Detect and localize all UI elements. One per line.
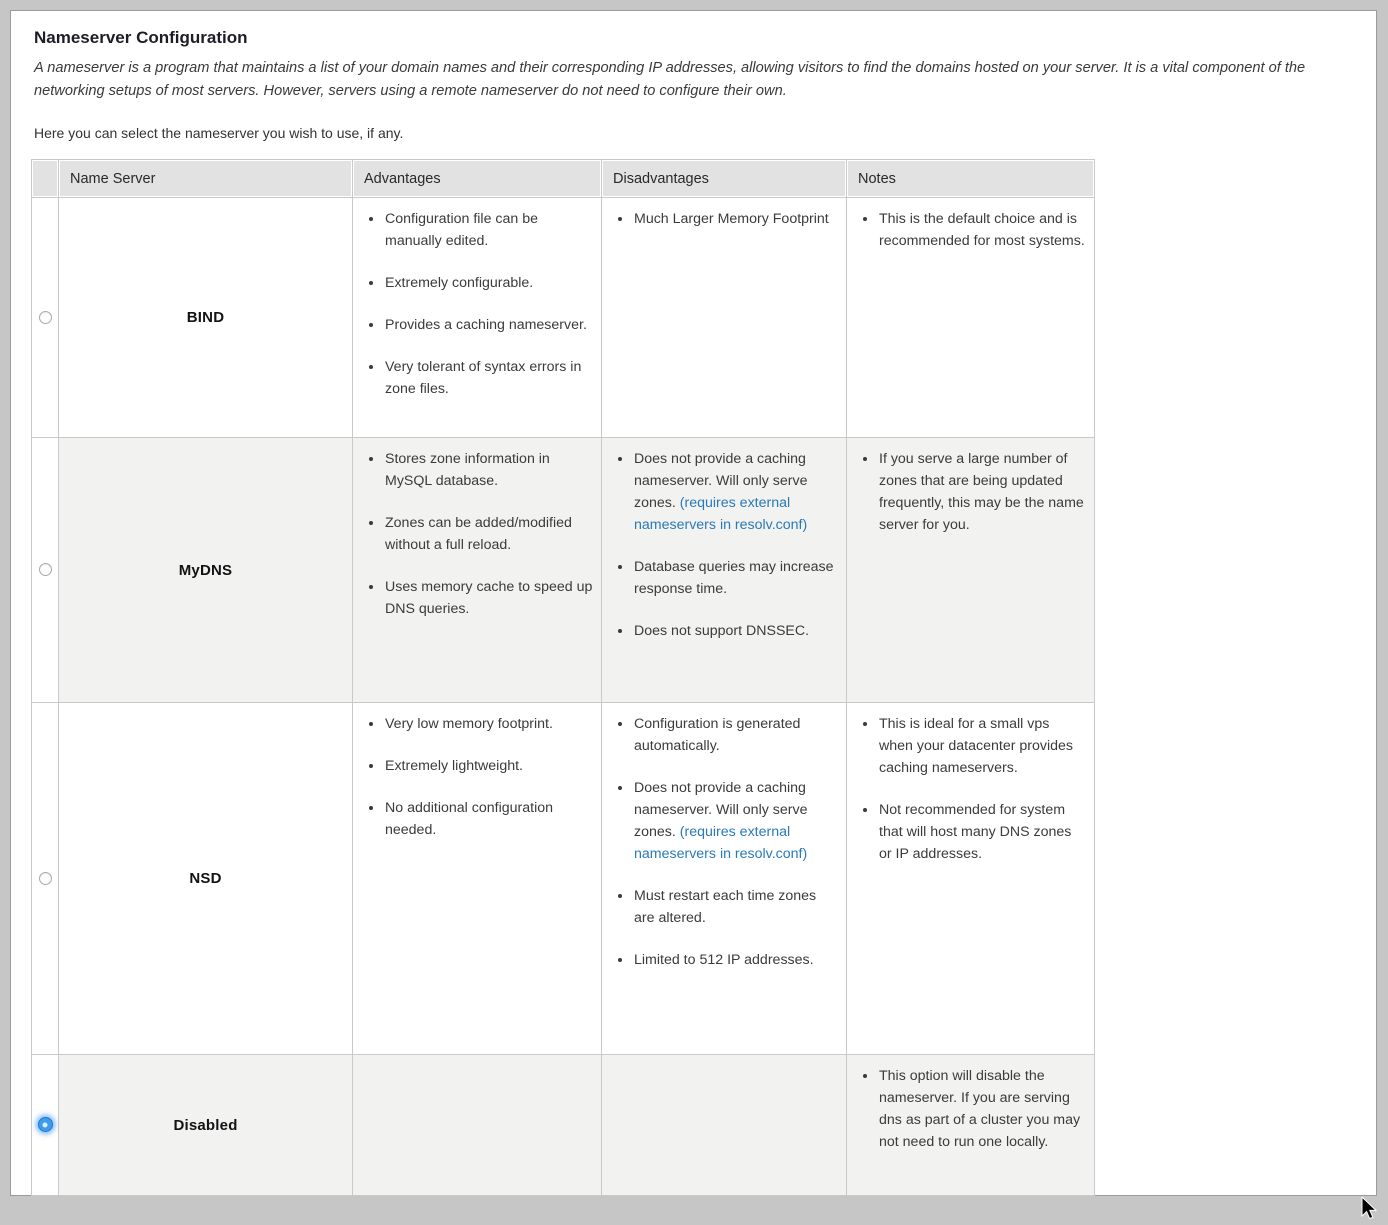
table-row-disabled <box>32 1055 1095 1196</box>
notes-item: • This option will disable the nameserver. If you are serving dns as part of a cluster you may not need to run one locally. <box>878 1065 1086 1153</box>
notes-item: • If you serve a large number of zones that are being updated frequently, this may be the name server for you. <box>878 448 1086 536</box>
nameserver-table <box>31 159 1095 1196</box>
disadvantages-item: • Database queries may increase response time. <box>633 556 838 600</box>
advantages-item: • Stores zone information in MySQL database. <box>384 448 593 492</box>
radio-cell <box>32 1055 59 1196</box>
disadvantages-item: • Must restart each time zones are altered. <box>633 885 838 929</box>
disadvantages-item: • Much Larger Memory Footprint <box>633 208 838 230</box>
advantages-item: • Configuration file can be manually edited. <box>384 208 593 252</box>
nameserver-name: NSD <box>59 703 353 1055</box>
radio-mydns[interactable] <box>39 563 52 576</box>
advantages-item: • Very tolerant of syntax errors in zone files. <box>384 356 593 400</box>
disadvantages-cell <box>602 198 847 438</box>
table-row-mydns <box>32 438 1095 703</box>
intro-paragraph: A nameserver is a program that maintains a list of your domain names and their corresponding IP addresses, allowing visitors to find the domains hosted on your server. It is a vital component of the networking setups of most servers. However, servers using a remote nameserver do not need to configure their own. <box>34 60 1306 99</box>
radio-cell <box>32 438 59 703</box>
mouse-cursor-icon <box>1361 1197 1379 1224</box>
header-disadvantages: Disadvantages <box>602 160 847 198</box>
advantages-item: • Uses memory cache to speed up DNS queries. <box>384 576 593 620</box>
radio-disabled-selected[interactable] <box>38 1117 53 1132</box>
header-advantages: Advantages <box>353 160 602 198</box>
table-row-bind <box>32 198 1095 438</box>
notes-item: • Not recommended for system that will host many DNS zones or IP addresses. <box>878 799 1086 865</box>
disadvantages-item: • Configuration is generated automatically. <box>633 713 838 757</box>
notes-item: • This is the default choice and is recommended for most systems. <box>878 208 1086 252</box>
header-name-server: Name Server <box>59 160 353 198</box>
disadvantages-cell <box>602 438 847 703</box>
advantages-item: • Very low memory footprint. <box>384 713 593 735</box>
notes-cell <box>847 438 1095 703</box>
radio-cell <box>32 198 59 438</box>
advantages-item: • Extremely lightweight. <box>384 755 593 777</box>
page-title: Nameserver Configuration <box>34 28 248 47</box>
resolv-conf-link[interactable]: (requires external nameservers in resolv.conf) <box>634 824 808 862</box>
notes-cell <box>847 198 1095 438</box>
advantages-item: • No additional configuration needed. <box>384 797 593 841</box>
notes-cell <box>847 703 1095 1055</box>
advantages-cell <box>353 198 602 438</box>
table-header-row <box>32 160 1095 198</box>
disadvantages-cell <box>602 1055 847 1196</box>
nameserver-config-panel <box>10 10 1377 1196</box>
advantages-cell <box>353 1055 602 1196</box>
table-row-nsd <box>32 703 1095 1055</box>
radio-cell <box>32 703 59 1055</box>
disadvantages-cell <box>602 703 847 1055</box>
disadvantages-item: • Does not provide a caching nameserver. Will only serve zones. (requires external nameservers in resolv.conf) <box>633 448 838 536</box>
disadvantages-item: • Does not provide a caching nameserver. Will only serve zones. (requires external nameservers in resolv.conf) <box>633 777 838 865</box>
nameserver-table-body <box>32 198 1095 1196</box>
disadvantages-item: • Does not support DNSSEC. <box>633 620 838 642</box>
advantages-cell <box>353 438 602 703</box>
advantages-item: • Provides a caching nameserver. <box>384 314 593 336</box>
advantages-item: • Zones can be added/modified without a full reload. <box>384 512 593 556</box>
radio-dot-icon <box>43 1122 48 1127</box>
header-radio <box>32 160 59 198</box>
disadvantages-item: • Limited to 512 IP addresses. <box>633 949 838 971</box>
nameserver-name: BIND <box>59 198 353 438</box>
advantages-cell <box>353 703 602 1055</box>
nameserver-name: MyDNS <box>59 438 353 703</box>
advantages-item: • Extremely configurable. <box>384 272 593 294</box>
radio-nsd[interactable] <box>39 872 52 885</box>
notes-cell <box>847 1055 1095 1196</box>
header-notes: Notes <box>847 160 1095 198</box>
radio-bind[interactable] <box>39 311 52 324</box>
selection-prompt: Here you can select the nameserver you wish to use, if any. <box>34 125 404 141</box>
notes-item: • This is ideal for a small vps when your datacenter provides caching nameservers. <box>878 713 1086 779</box>
resolv-conf-link[interactable]: (requires external nameservers in resolv.conf) <box>634 495 808 533</box>
nameserver-name: Disabled <box>59 1055 353 1196</box>
